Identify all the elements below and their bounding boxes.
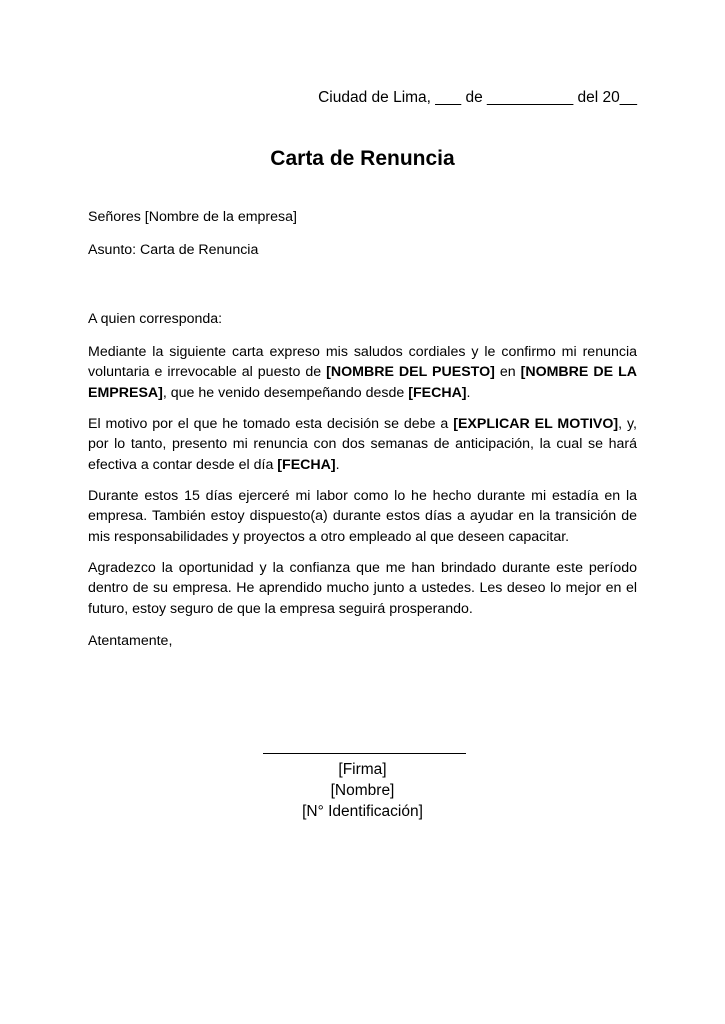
closing-line: Atentamente,: [88, 633, 173, 649]
subject-block: [88, 240, 637, 260]
paragraph-3-text: Durante estos 15 días ejerceré mi labor como lo he hecho durante mi estadía en la empresa. También estoy dispuesto(a) durante estos días a ayudar en la transición de mis responsabilidades y proyectos a otro empleado al que deseen capacitar.: [88, 488, 637, 545]
paragraph-2-part-2: , y, por lo tanto, presento mi renuncia con dos semanas de anticipación, la cual se hará efectiva a contar desde el día: [88, 416, 637, 473]
paragraph-2-part-1: El motivo por el que he tomado esta decisión se debe a: [88, 416, 454, 432]
paragraph-2-part-3: .: [335, 456, 340, 473]
recipient-block: [88, 207, 637, 227]
paragraph-1-part-1: Mediante la siguiente carta expreso mis saludos cordiales y le confirmo mi renuncia voluntaria e irrevocable al puesto de: [88, 344, 637, 381]
recipient-line: Señores [Nombre de la empresa]: [88, 209, 297, 225]
paragraph-1-part-2: en: [494, 364, 521, 381]
greeting-line: A quien corresponda:: [88, 311, 223, 327]
paragraph-4-text: Agradezco la oportunidad y la confianza que me han brindado durante este período dentro de su empresa. He aprendido mucho junto a ustedes. Les deseo lo mejor en el futuro, estoy seguro de que la empresa seguirá prosperando.: [88, 560, 637, 617]
job-title-placeholder: [NOMBRE DEL PUESTO]: [326, 364, 495, 381]
effective-date-placeholder: [FECHA]: [277, 456, 336, 473]
date-line: Ciudad de Lima, ___ de __________ del 20__: [318, 89, 637, 106]
company-name-placeholder: [NOMBRE DE LA EMPRESA]: [88, 364, 637, 401]
paragraph-1-part-4: .: [466, 384, 471, 401]
subject-line: Asunto: Carta de Renuncia: [88, 242, 259, 258]
closing-block: [88, 631, 637, 651]
paragraph-2: [88, 414, 637, 475]
paragraph-1-text: [88, 342, 637, 403]
paragraph-2-text: [88, 414, 637, 475]
paragraph-4: [88, 558, 637, 619]
letter-title: Carta de Renuncia: [270, 147, 455, 170]
paragraph-1-part-3: , que he venido desempeñando desde: [162, 384, 409, 401]
start-date-placeholder: [FECHA]: [408, 384, 467, 401]
signature-firma: [Firma]: [338, 761, 387, 778]
reason-placeholder: [EXPLICAR EL MOTIVO]: [453, 416, 619, 432]
signature-identificacion: [N° Identificación]: [302, 803, 423, 820]
greeting-block: [88, 309, 637, 329]
signature-nombre: [Nombre]: [330, 782, 395, 799]
paragraph-3: [88, 486, 637, 547]
paragraph-1: [88, 342, 637, 403]
signature-line: [263, 753, 466, 754]
